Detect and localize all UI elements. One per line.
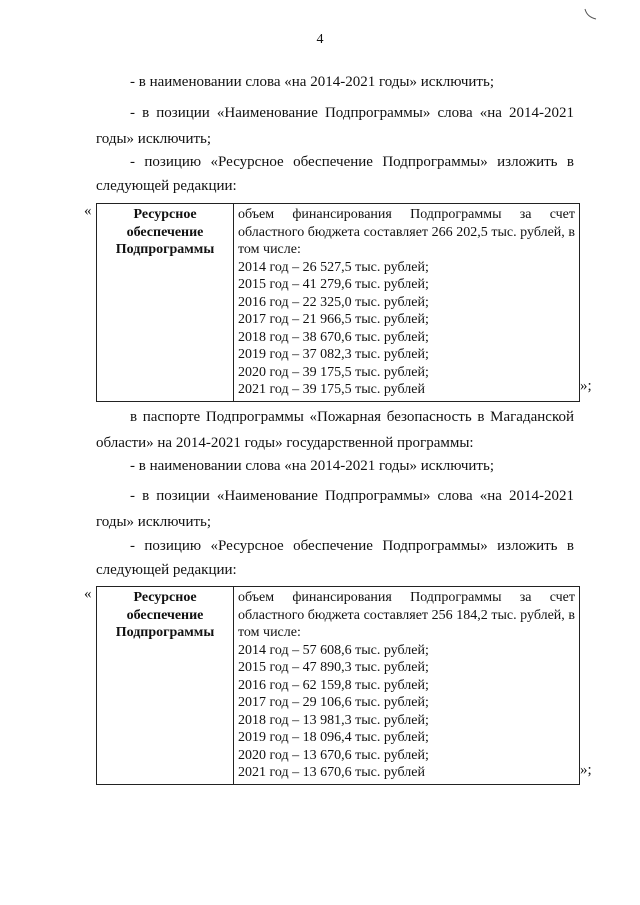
s1-year-2017: 2017 год – 21 966,5 тыс. рублей; <box>238 312 429 327</box>
s2-table-value-cell <box>234 587 580 785</box>
s1-quote-open: « <box>84 203 92 219</box>
s2-line-name-exclusion: - в наименовании слова «на 2014-2021 годы» исключить; <box>130 458 494 474</box>
s2-line-resource-position: - позицию «Ресурсное обеспечение Подпрограммы» изложить в следующей редакции: <box>96 538 574 578</box>
table-row <box>97 204 580 402</box>
s2-table-label-cell <box>97 587 234 785</box>
s2-year-2020: 2020 год – 13 670,6 тыс. рублей; <box>238 747 429 763</box>
s1-year-2014: 2014 год – 26 527,5 тыс. рублей; <box>238 259 429 275</box>
corner-pen-mark <box>584 8 598 20</box>
s1-resource-table <box>96 203 580 402</box>
s2-label-line: Подпрограммы <box>115 625 215 640</box>
s2-year-2016: 2016 год – 62 159,8 тыс. рублей; <box>238 677 429 693</box>
s1-year-2016: 2016 год – 22 325,0 тыс. рублей; <box>238 294 429 310</box>
s2-year-2014: 2014 год – 57 608,6 тыс. рублей; <box>238 642 429 658</box>
table-row <box>97 587 580 785</box>
s1-year-2019: 2019 год – 37 082,3 тыс. рублей; <box>238 347 429 362</box>
s2-financing-intro: объем финансирования Подпрограммы за счет областного бюджета составляет 256 184,2 тыс. рублей, в том числе: <box>238 590 575 640</box>
s1-year-2015: 2015 год – 41 279,6 тыс. рублей; <box>238 277 429 292</box>
s1-label-line: Подпрограммы <box>115 242 215 257</box>
s1-year-2020: 2020 год – 39 175,5 тыс. рублей; <box>238 364 429 380</box>
s1-year-2018: 2018 год – 38 670,6 тыс. рублей; <box>238 329 429 345</box>
s2-year-2021: 2021 год – 13 670,6 тыс. рублей <box>238 765 425 780</box>
s2-year-2017: 2017 год – 29 106,6 тыс. рублей; <box>238 695 429 710</box>
s2-year-2018: 2018 год – 13 981,3 тыс. рублей; <box>238 712 429 728</box>
s2-label-line: Ресурсное <box>133 590 197 605</box>
s2-quote-open: « <box>84 586 92 602</box>
s2-resource-table <box>96 586 580 785</box>
s2-year-2019: 2019 год – 18 096,4 тыс. рублей; <box>238 730 429 745</box>
s1-line-resource-position: - позицию «Ресурсное обеспечение Подпрограммы» изложить в следующей редакции: <box>96 154 574 194</box>
s2-quote-close: »; <box>580 762 592 778</box>
s1-table-label-cell <box>97 204 234 402</box>
s1-line-name-exclusion: - в наименовании слова «на 2014-2021 годы» исключить; <box>130 74 494 90</box>
s2-label-line: обеспечение <box>126 607 204 623</box>
s2-year-2015: 2015 год – 47 890,3 тыс. рублей; <box>238 660 429 675</box>
s1-table-value-cell <box>234 204 580 402</box>
s1-financing-intro: объем финансирования Подпрограммы за счет областного бюджета составляет 266 202,5 тыс. рублей, в том числе: <box>238 207 575 257</box>
s2-passport-heading: в паспорте Подпрограммы «Пожарная безопасность в Магаданской области» на 2014-2021 годы» государственной программы: <box>96 409 574 451</box>
page-number: 4 <box>316 32 324 47</box>
s1-year-2021: 2021 год – 39 175,5 тыс. рублей <box>238 382 425 397</box>
s1-quote-close: »; <box>580 378 592 394</box>
s1-label-line: обеспечение <box>126 224 204 240</box>
s1-line-position-exclusion: - в позиции «Наименование Подпрограммы» слова «на 2014-2021 годы» исключить; <box>96 105 574 147</box>
s2-line-position-exclusion: - в позиции «Наименование Подпрограммы» слова «на 2014-2021 годы» исключить; <box>96 488 574 530</box>
s1-label-line: Ресурсное <box>133 207 197 222</box>
